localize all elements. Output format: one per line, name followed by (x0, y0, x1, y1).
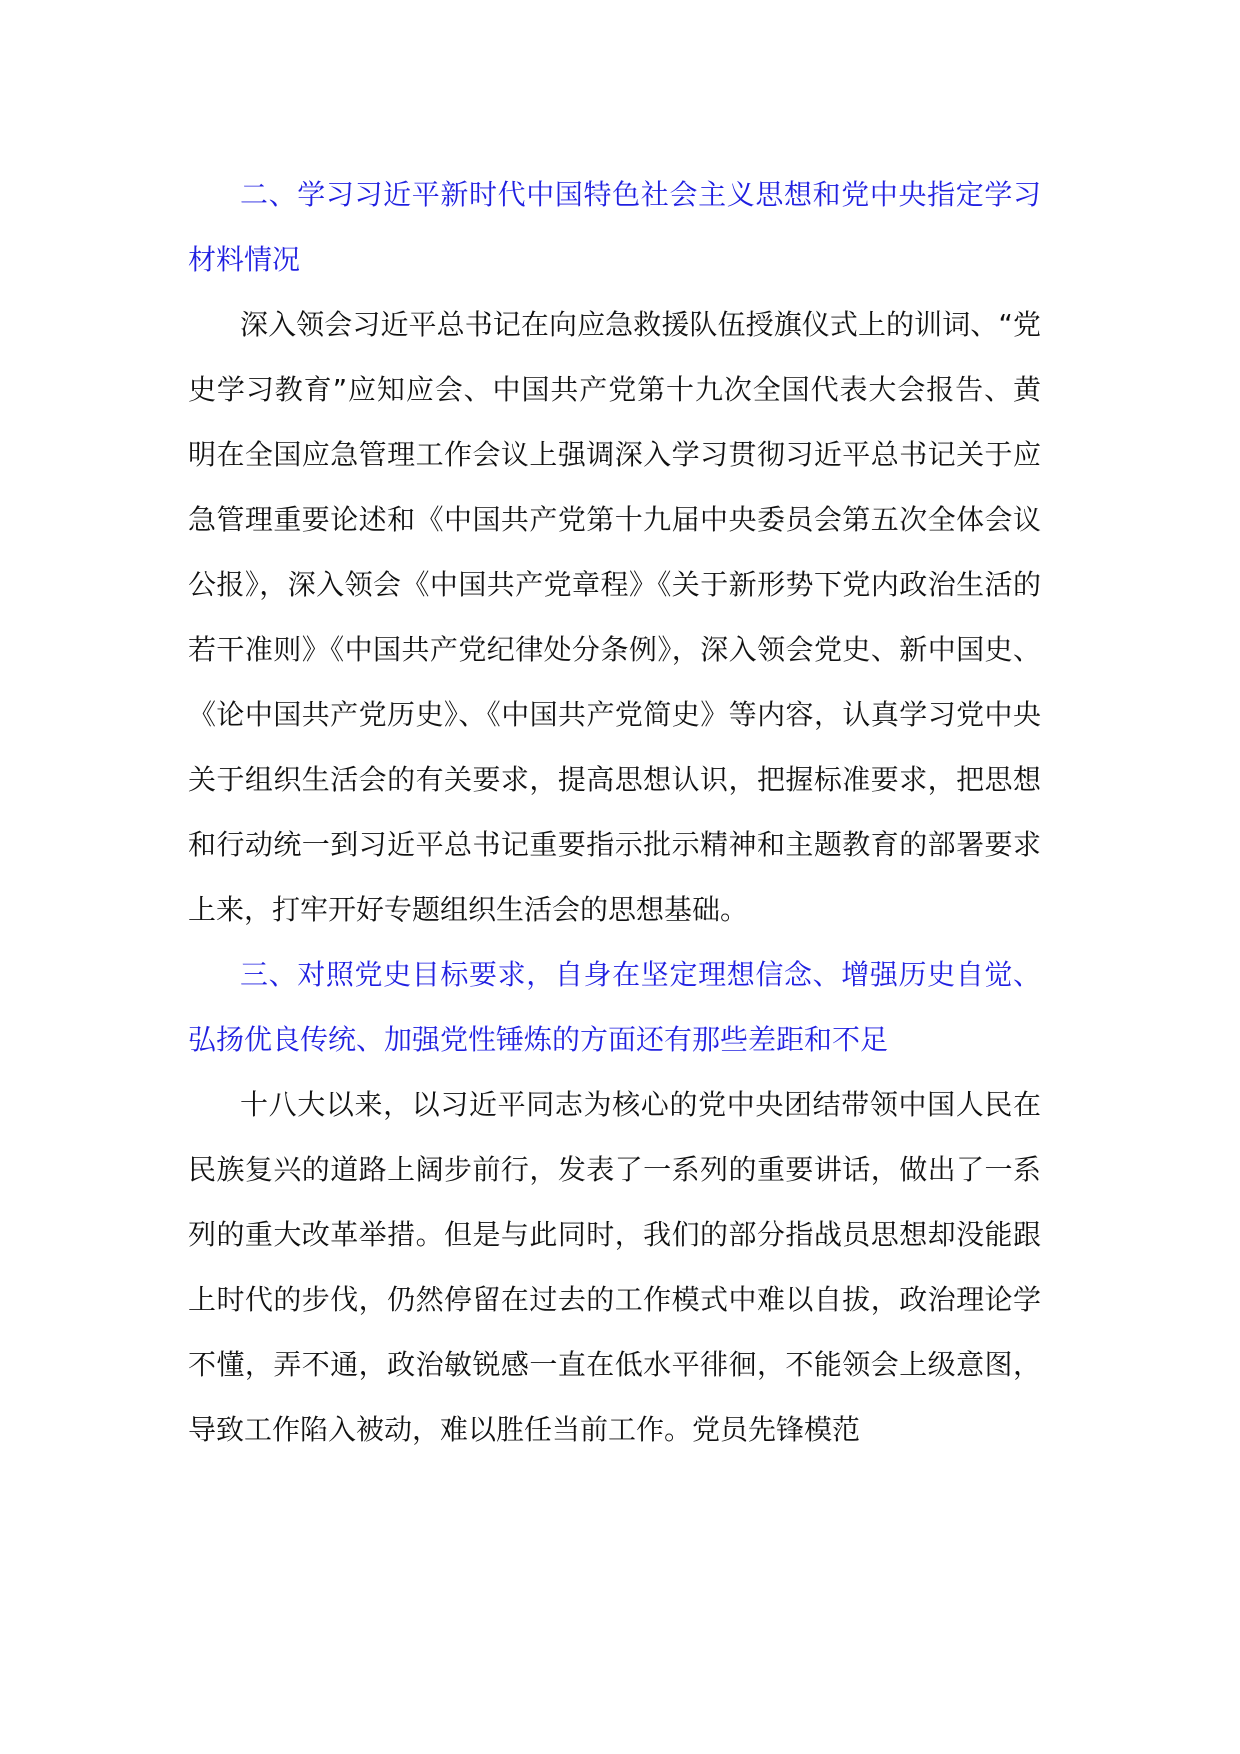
section-body-2: 深入领会习近平总书记在向应急救援队伍授旗仪式上的训词、“党史学习教育”应知应会、中国共产党第十九次全国代表大会报告、黄明在全国应急管理工作会议上强调深入学习贯彻习近平总书记关于应急管理重要论述和《中国共产党第十九届中央委员会第五次全体会议公报》，深入领会《中国共产党章程》《关于新形势下党内政治生活的若干准则》《中国共产党纪律处分条例》，深入领会党史、新中国史、《论中国共产党历史》、《中国共产党简史》等内容，认真学习党中央关于组织生活会的有关要求，提高思想认识，把握标准要求，把思想和行动统一到习近平总书记重要指示批示精神和主题教育的部署要求上来，打牢开好专题组织生活会的思想基础。 (188, 308, 1041, 926)
section-heading-3: 三、对照党史目标要求，自身在坚定理想信念、增强历史自觉、弘扬优良传统、加强党性锤炼的方面还有那些差距和不足 (188, 958, 1041, 1056)
document-page (188, 162, 1041, 1462)
section-body-3: 十八大以来，以习近平同志为核心的党中央团结带领中国人民在民族复兴的道路上阔步前行，发表了一系列的重要讲话，做出了一系列的重大改革举措。但是与此同时，我们的部分指战员思想却没能跟上时代的步伐，仍然停留在过去的工作模式中难以自拔，政治理论学不懂，弄不通，政治敏锐感一直在低水平徘徊，不能领会上级意图，导致工作陷入被动，难以胜任当前工作。党员先锋模范 (188, 1088, 1041, 1446)
section-heading-2: 二、学习习近平新时代中国特色社会主义思想和党中央指定学习材料情况 (188, 178, 1041, 276)
